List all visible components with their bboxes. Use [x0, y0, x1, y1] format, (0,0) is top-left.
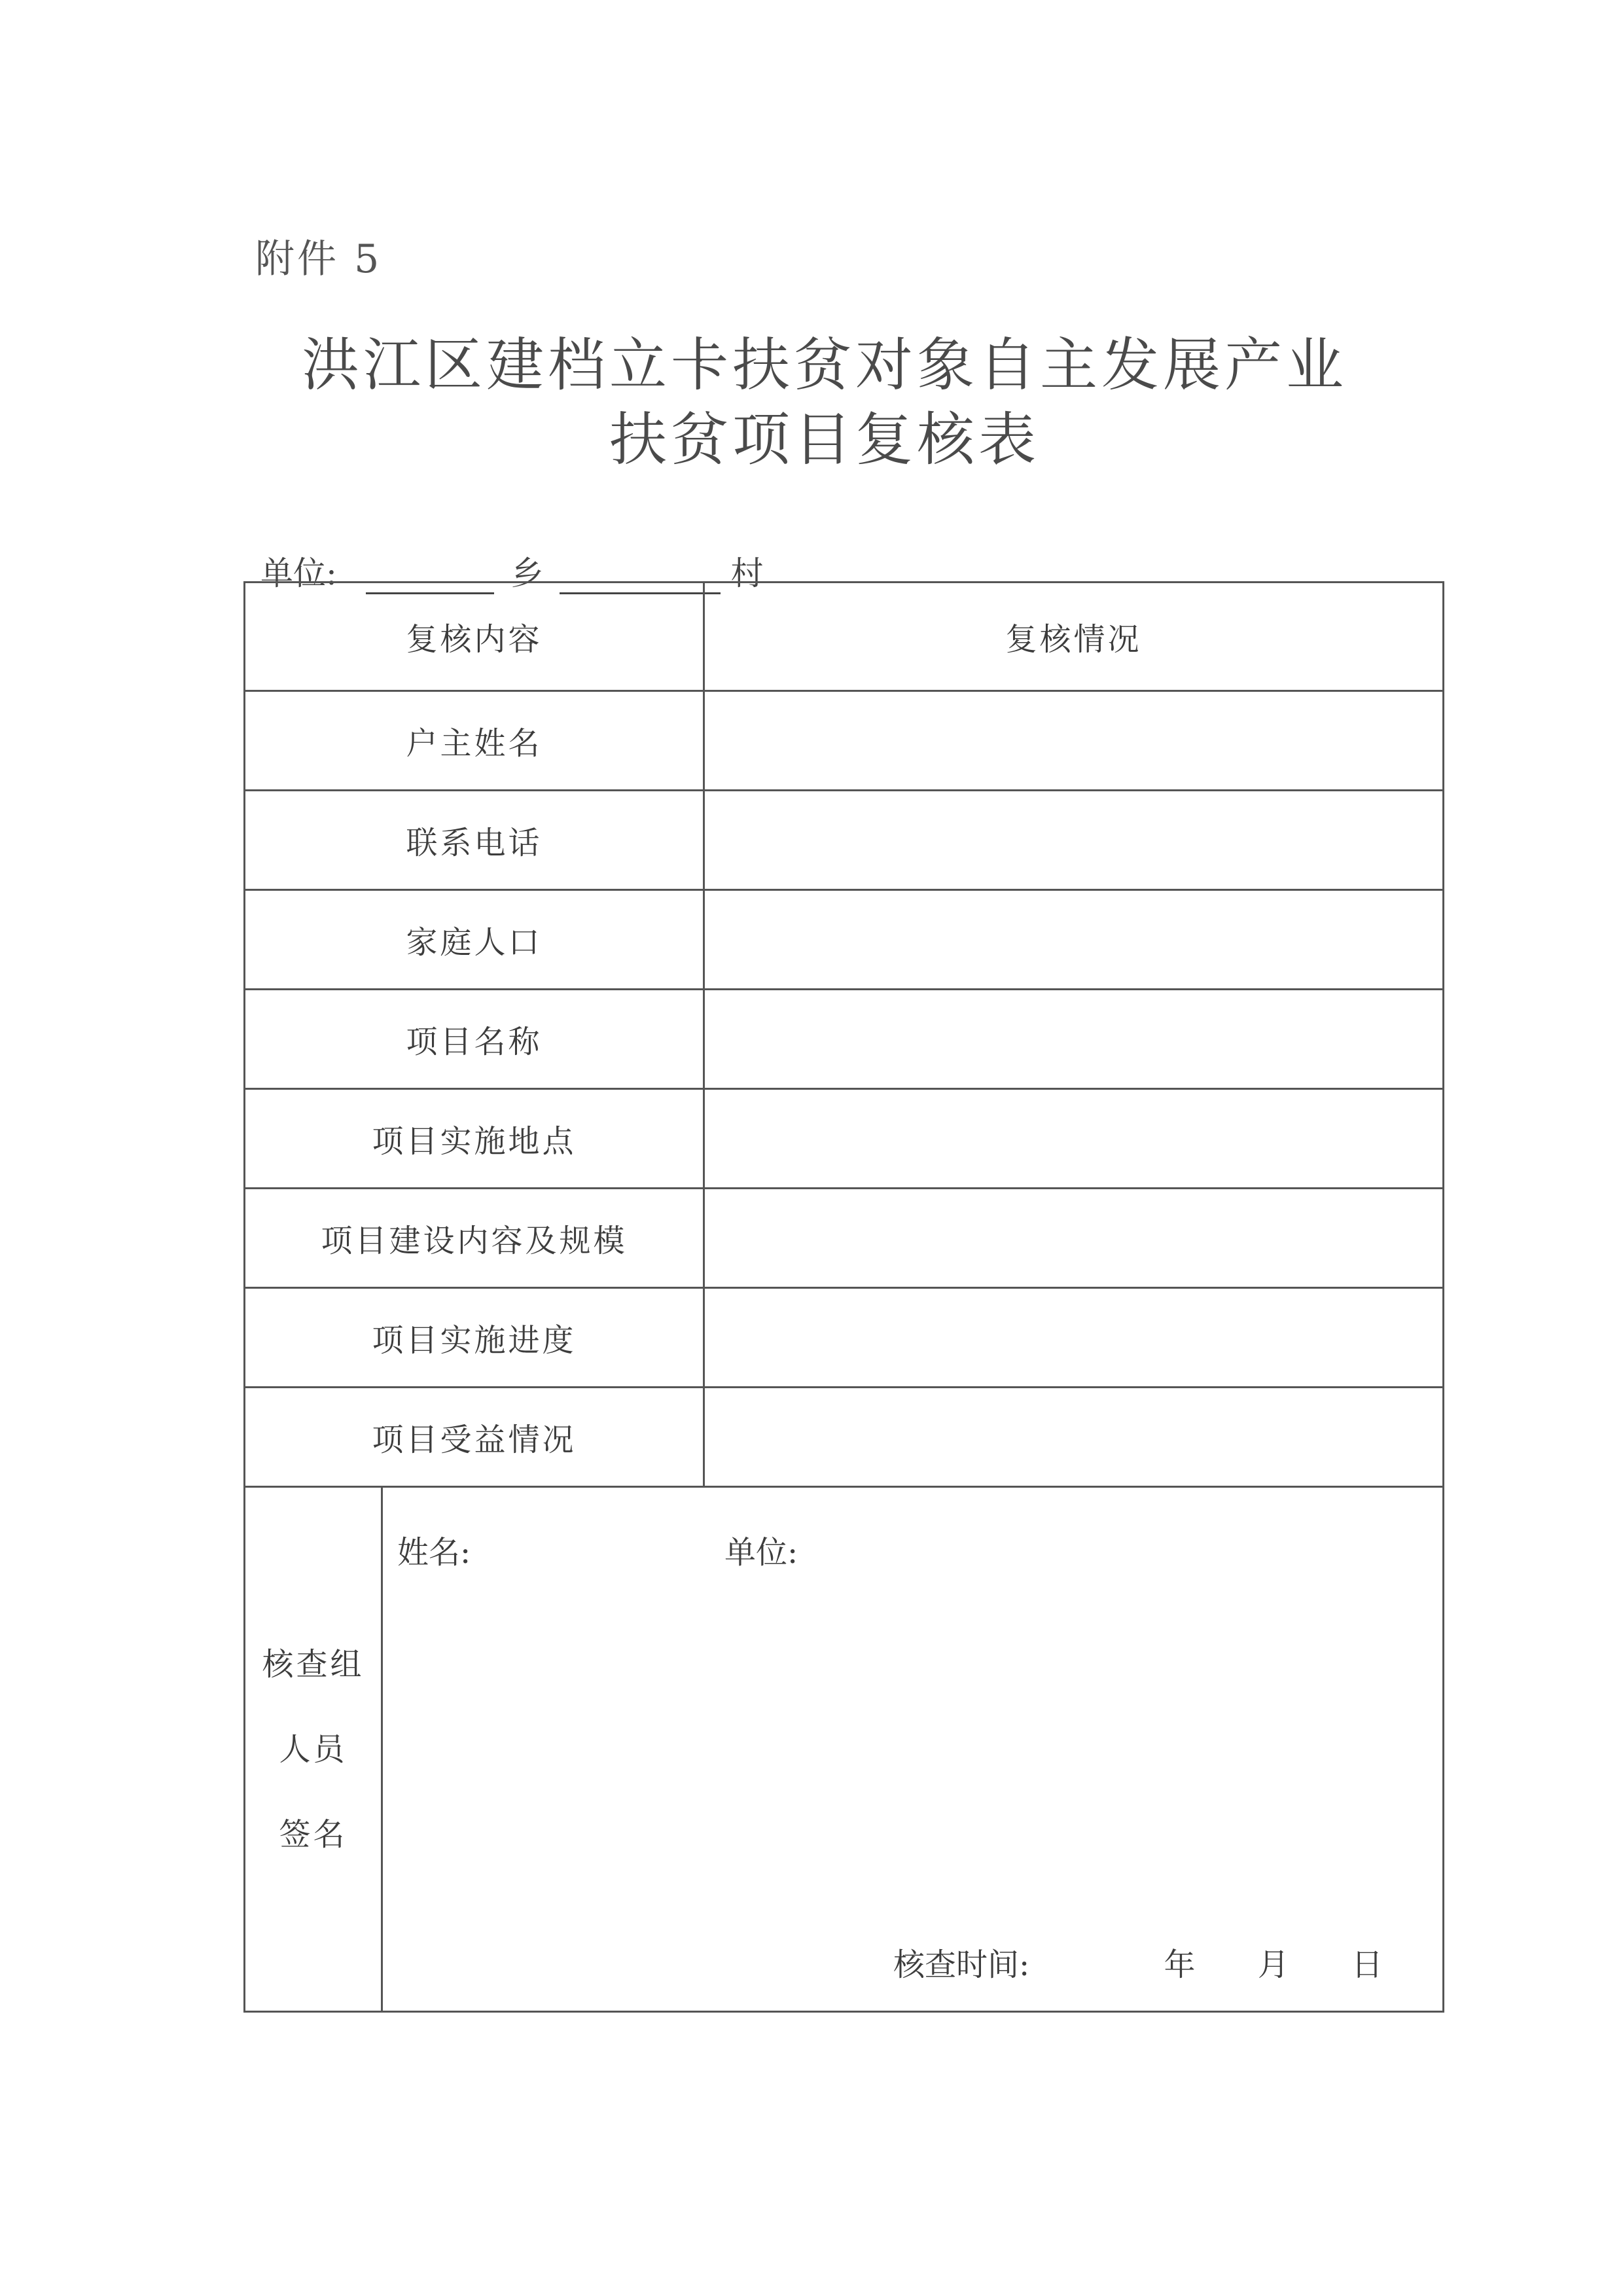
- unit-label: 单位:: [260, 554, 337, 592]
- table-row: [245, 1288, 1444, 1388]
- row-value-project-location[interactable]: [704, 1089, 1444, 1189]
- row-value-householder-name[interactable]: [704, 691, 1444, 791]
- signature-label-line-2: 人员: [279, 1731, 348, 1768]
- signature-unit-label: 单位:: [724, 1534, 798, 1571]
- table-row: [245, 890, 1444, 990]
- township-suffix: 乡: [510, 554, 544, 592]
- row-label-project-name: 项目名称: [245, 990, 704, 1089]
- review-date-month: 月: [1257, 1946, 1289, 1983]
- signature-row: [245, 1487, 1444, 2012]
- village-suffix: 村: [730, 554, 764, 592]
- row-value-project-benefit[interactable]: [704, 1388, 1444, 1487]
- row-label-project-progress: 项目实施进度: [245, 1288, 704, 1388]
- review-date-year: 年: [1164, 1946, 1196, 1983]
- attachment-label: 附件 5: [255, 236, 382, 282]
- review-date-label: 核查时间:: [893, 1946, 1030, 1983]
- header-review-status: 复核情况: [704, 583, 1444, 691]
- signature-area[interactable]: [382, 1487, 1444, 2012]
- review-table: [243, 581, 1444, 2013]
- review-date-day: 日: [1351, 1946, 1383, 1983]
- form-title-line-2: 扶贫项目复核表: [609, 406, 1040, 473]
- table-row: [245, 1388, 1444, 1487]
- table-row: [245, 1189, 1444, 1288]
- row-value-household-size[interactable]: [704, 890, 1444, 990]
- table-row: [245, 1089, 1444, 1189]
- table-row: [245, 691, 1444, 791]
- signature-name-label: 姓名:: [397, 1534, 471, 1571]
- row-value-construction-scope[interactable]: [704, 1189, 1444, 1288]
- form-title-line-1: 洪江区建档立卡扶贫对象自主发展产业: [301, 331, 1347, 399]
- signature-label-line-1: 核查组: [262, 1645, 365, 1683]
- signature-section-label: [245, 1487, 382, 2012]
- row-label-construction-scope: 项目建设内容及规模: [245, 1189, 704, 1288]
- row-label-household-size: 家庭人口: [245, 890, 704, 990]
- header-review-content: 复核内容: [245, 583, 704, 691]
- table-row: [245, 990, 1444, 1089]
- row-value-phone[interactable]: [704, 791, 1444, 890]
- table-header-row: [245, 583, 1444, 691]
- signature-label-line-3: 签名: [279, 1816, 348, 1853]
- row-value-project-name[interactable]: [704, 990, 1444, 1089]
- table-row: [245, 791, 1444, 890]
- row-value-project-progress[interactable]: [704, 1288, 1444, 1388]
- row-label-project-location: 项目实施地点: [245, 1089, 704, 1189]
- review-date: [893, 1939, 1383, 1984]
- row-label-householder-name: 户主姓名: [245, 691, 704, 791]
- row-label-project-benefit: 项目受益情况: [245, 1388, 704, 1487]
- row-label-phone: 联系电话: [245, 791, 704, 890]
